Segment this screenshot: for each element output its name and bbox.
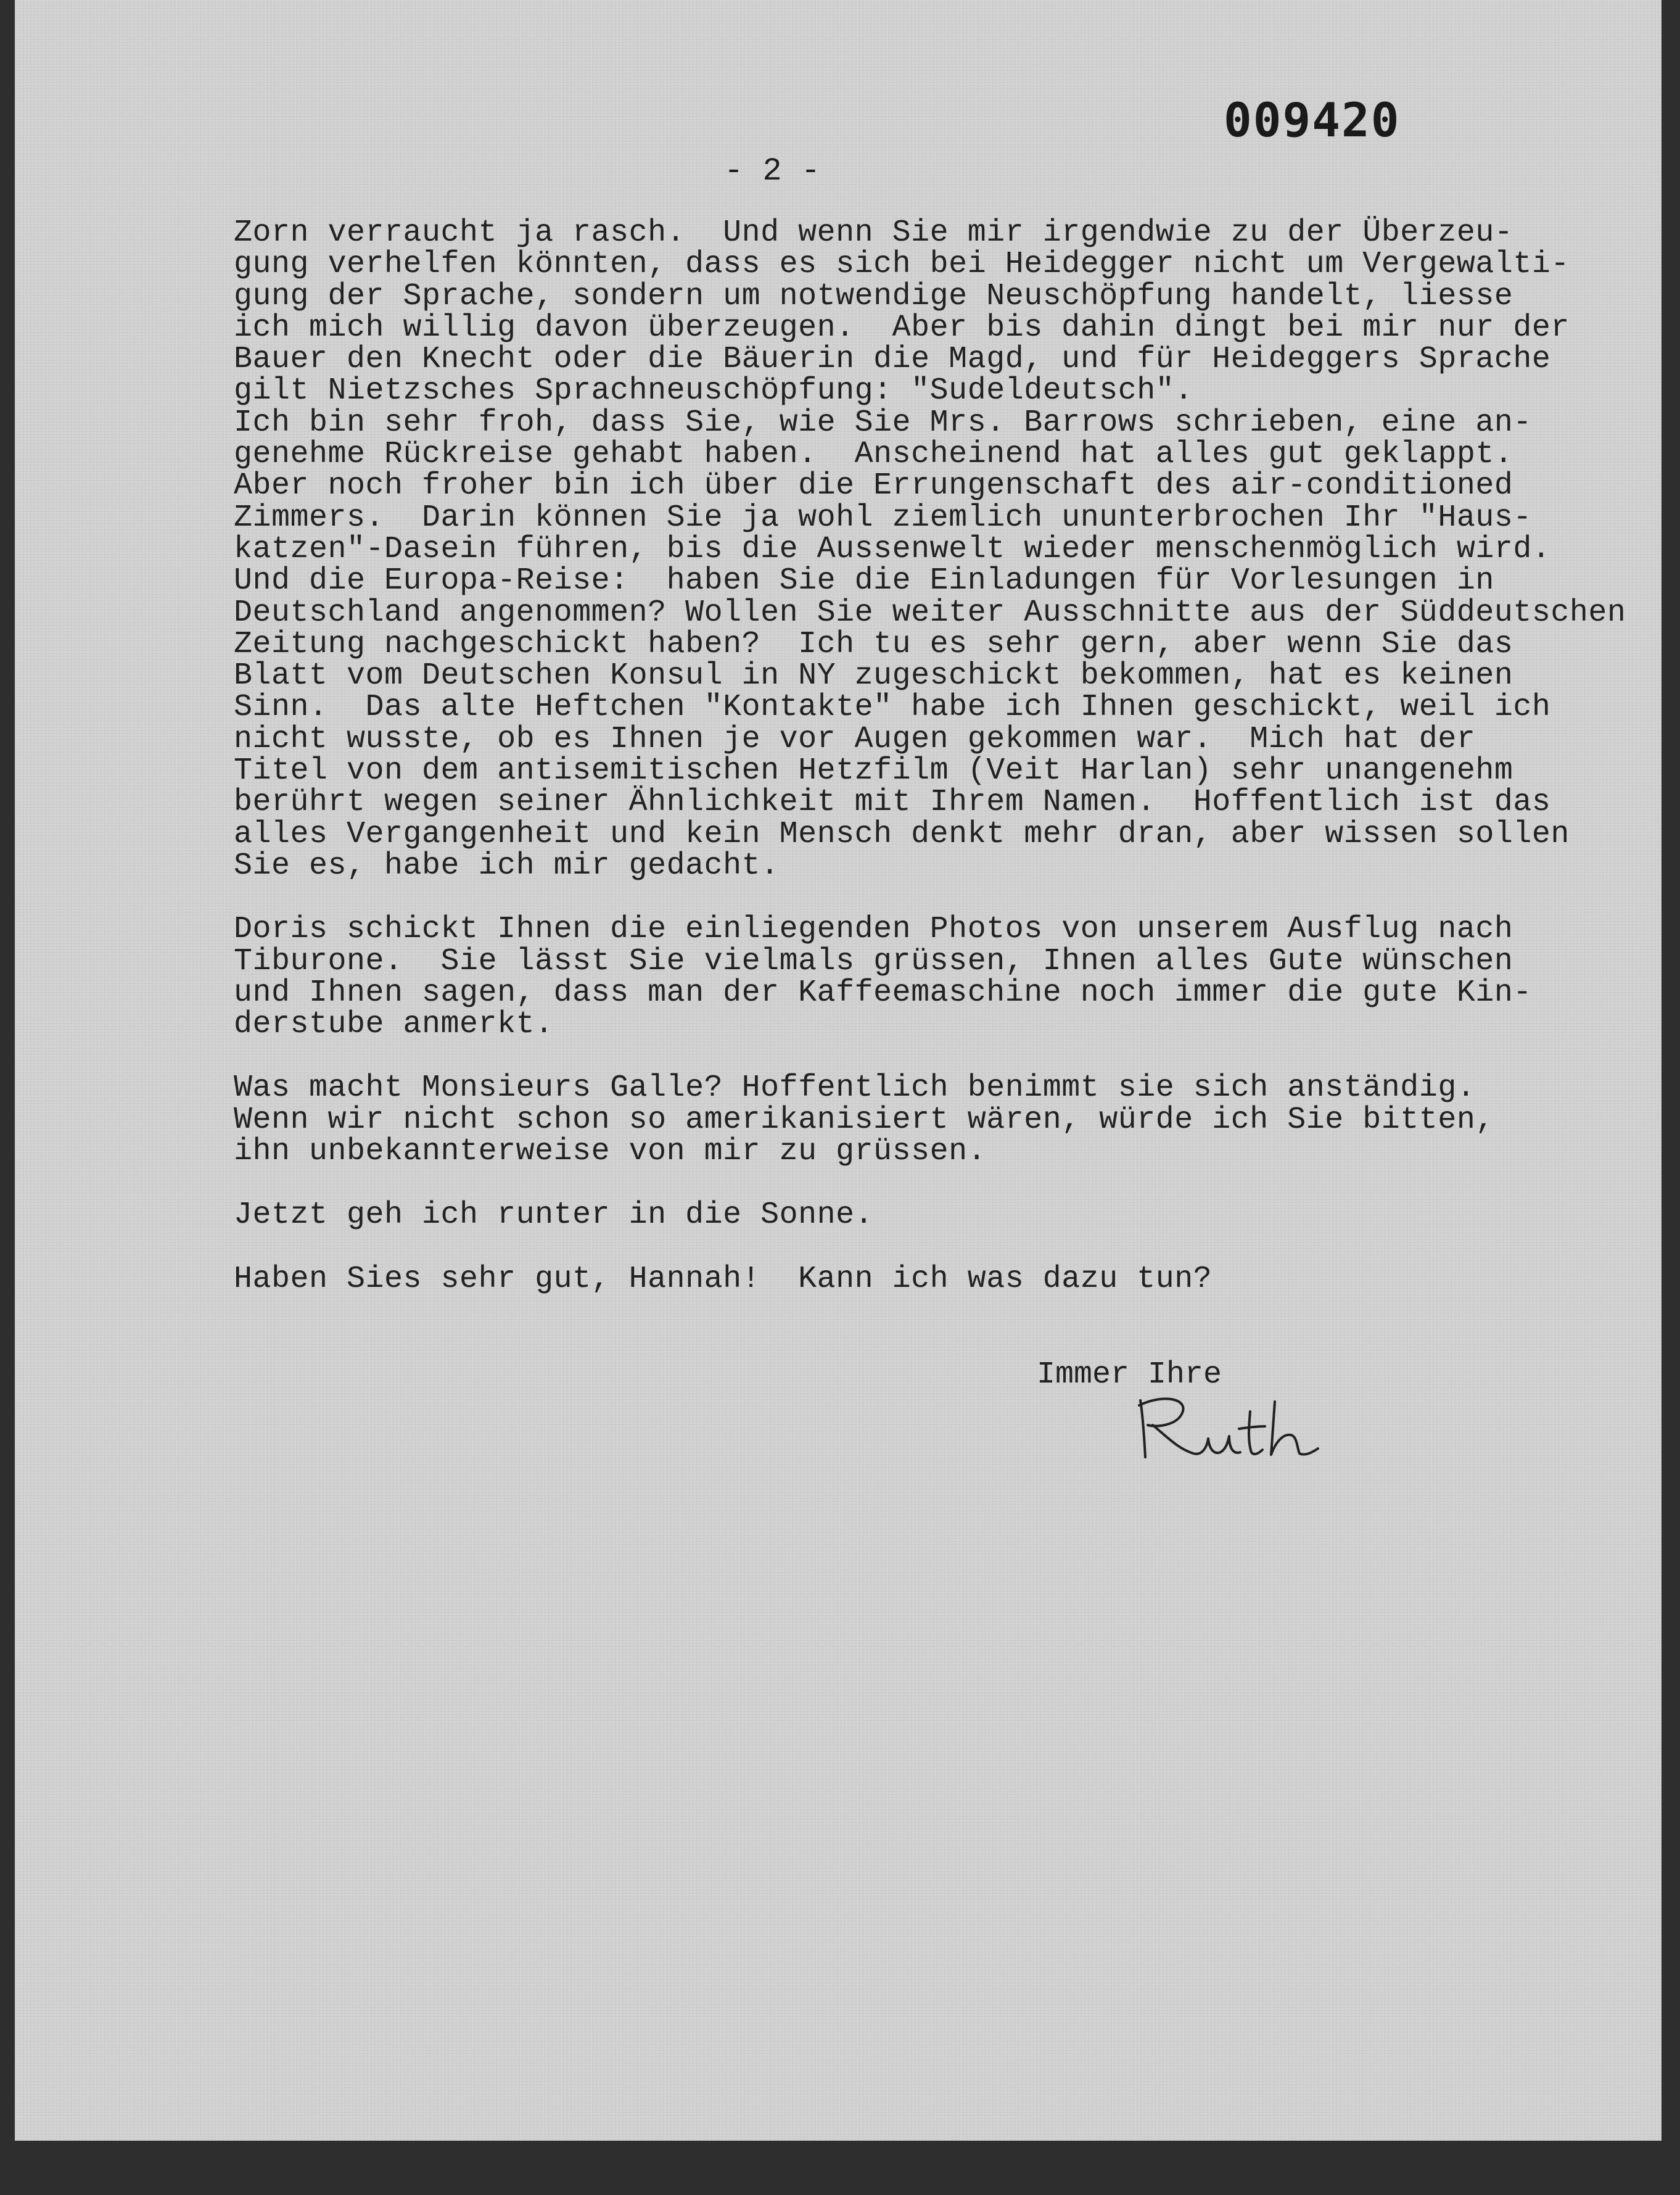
text-line: Sinn. Das alte Heftchen "Kontakte" habe ich Ihnen geschickt, weil ich [234,690,1551,725]
paragraph-gap [234,1040,1652,1072]
text-line: Blatt vom Deutschen Konsul in NY zugeschickt bekommen, hat es keinen [234,658,1513,694]
text-line: Und die Europa-Reise: haben Sie die Einladungen für Vorlesungen in [234,563,1494,599]
text-line: Ich bin sehr froh, dass Sie, wie Sie Mrs. Barrows schrieben, eine an- [234,405,1532,440]
text-line: Deutschland angenommen? Wollen Sie weiter Ausschnitte aus der Süddeutschen [234,595,1626,630]
text-line: Zimmers. Darin können Sie ja wohl ziemlich ununterbrochen Ihr "Haus- [234,500,1532,535]
text-line: gung verhelfen könnten, dass es sich bei Heidegger nicht um Vergewalti- [234,247,1570,283]
text-line: und Ihnen sagen, dass man der Kaffeemaschine noch immer die gute Kin- [234,975,1532,1011]
page-number: - 2 - [724,153,821,189]
text-line: Zorn verraucht ja rasch. Und wenn Sie mir irgendwie zu der Überzeu- [234,215,1513,250]
paragraph-gap [234,882,1652,914]
text-line: berührt wegen seiner Ähnlichkeit mit Ihrem Namen. Hoffentlich ist das [234,785,1551,821]
text-line: derstube anmerkt. [234,1007,554,1043]
text-line: Haben Sies sehr gut, Hannah! Kann ich was dazu tun? [234,1261,1213,1297]
text-line: Was macht Monsieurs Galle? Hoffentlich benimmt sie sich anständig. [234,1070,1476,1106]
text-line: gilt Nietzsches Sprachneuschöpfung: "Sudeldeutsch". [234,373,1193,409]
text-line: Bauer den Knecht oder die Bäuerin die Magd, und für Heideggers Sprache [234,342,1551,378]
paragraph-4 [234,1199,1652,1231]
paragraph-2 [234,912,1652,1043]
text-line: nicht wusste, ob es Ihnen je vor Augen gekommen war. Mich hat der [234,721,1476,757]
text-line: Titel von dem antisemitischen Hetzfilm (Veit Harlan) sehr unangenehm [234,753,1513,789]
letter-page [15,0,1661,2141]
text-line: Doris schickt Ihnen die einliegenden Photos von unserem Ausflug nach [234,912,1513,948]
paragraph-gap [234,1231,1652,1263]
text-line: Zeitung nachgeschickt haben? Ich tu es sehr gern, aber wenn Sie das [234,626,1513,662]
text-line: genehme Rückreise gehabt haben. Anscheinend hat alles gut geklappt. [234,437,1513,473]
paragraph-1 [234,217,1652,882]
letter-body [234,217,1652,1295]
text-line: gung der Sprache, sondern um notwendige Neuschöpfung handelt, liesse [234,278,1513,314]
text-line: alles Vergangenheit und kein Mensch denkt mehr dran, aber wissen sollen [234,816,1570,852]
paragraph-5 [234,1263,1652,1295]
paragraph-gap [234,1167,1652,1199]
handwritten-signature [1122,1388,1325,1468]
paragraph-3 [234,1070,1652,1170]
text-line: Wenn wir nicht schon so amerikanisiert wären, würde ich Sie bitten, [234,1102,1494,1138]
text-line: ich mich willig davon überzeugen. Aber bis dahin dingt bei mir nur der [234,310,1570,345]
text-line: katzen"-Dasein führen, bis die Aussenwelt wieder menschenmöglich wird. [234,531,1551,567]
document-number: 009420 [1224,93,1401,147]
text-line: Sie es, habe ich mir gedacht. [234,848,780,883]
closing-line: Immer Ihre [1037,1357,1222,1392]
text-line: Jetzt geh ich runter in die Sonne. [234,1197,874,1233]
text-line: Tiburone. Sie lässt Sie vielmals grüssen, Ihnen alles Gute wünschen [234,943,1513,979]
text-line: Aber noch froher bin ich über die Errungenschaft des air-conditioned [234,468,1513,504]
text-line: ihn unbekannterweise von mir zu grüssen. [234,1134,987,1170]
